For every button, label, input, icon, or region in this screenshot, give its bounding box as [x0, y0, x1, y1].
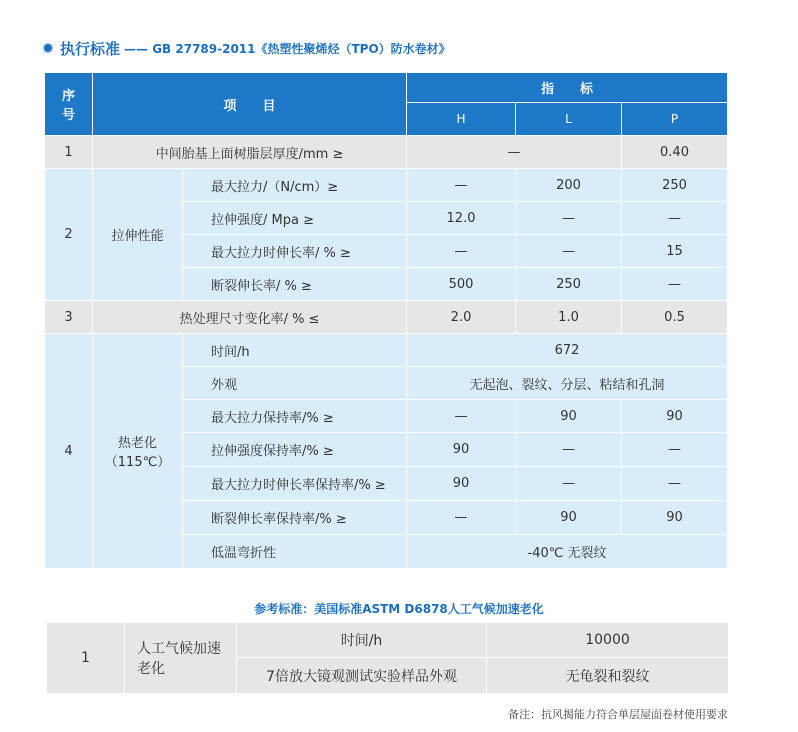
row-group: 人工气候加速 老化: [125, 623, 237, 694]
row-item: 断裂伸长率/ % ≥: [183, 268, 407, 301]
cell-hl: —: [407, 136, 622, 169]
row-item: 拉伸强度保持率/% ≥: [183, 433, 407, 467]
footnote: 备注：抗风揭能力符合单层屋面卷材使用要求: [508, 708, 728, 721]
cell-p: 0.5: [622, 301, 728, 334]
row-item: 断裂伸长率保持率/% ≥: [183, 501, 407, 535]
cell-l: 1.0: [516, 301, 622, 334]
row-item: 低温弯折性: [183, 535, 407, 569]
row-no: 1: [45, 136, 93, 169]
heading-subtitle: —— GB 27789-2011《热塑性聚烯烃（TPO）防水卷材》: [124, 41, 451, 56]
row-item: 拉伸强度/ Mpa ≥: [183, 202, 407, 235]
cell-value: -40℃ 无裂纹: [407, 535, 728, 569]
cell-h: —: [407, 400, 516, 433]
table-row: [45, 169, 728, 202]
cell-h: 500: [407, 268, 516, 301]
cell-value: 无龟裂和裂纹: [487, 658, 729, 694]
cell-p: 250: [622, 169, 728, 202]
cell-l: 200: [516, 169, 622, 202]
col-p-header: P: [622, 103, 728, 136]
cell-l: 90: [516, 501, 622, 535]
table-row: [47, 623, 729, 658]
row-item: 最大拉力/（N/cm）≥: [183, 169, 407, 202]
cell-value: 10000: [487, 623, 729, 658]
seq-header: 序 号: [45, 73, 93, 136]
cell-h: 90: [407, 433, 516, 467]
cell-l: —: [516, 433, 622, 467]
cell-p: —: [622, 202, 728, 235]
standard-table: [44, 72, 728, 569]
heading-title: 执行标准: [60, 39, 121, 58]
row-item: 时间/h: [237, 623, 487, 658]
cell-l: 90: [516, 400, 622, 433]
row-item: 中间胎基上面树脂层厚度/mm ≥: [93, 136, 407, 169]
cell-p: 15: [622, 235, 728, 268]
cell-h: 2.0: [407, 301, 516, 334]
cell-h: 90: [407, 467, 516, 501]
cell-p: —: [622, 268, 728, 301]
row-item: 最大拉力时伸长率保持率/% ≥: [183, 467, 407, 501]
cell-h: 12.0: [407, 202, 516, 235]
table-row: [45, 136, 728, 169]
row-item: 最大拉力时伸长率/ % ≥: [183, 235, 407, 268]
cell-p: —: [622, 433, 728, 467]
table-row: [45, 334, 728, 367]
row-item: 外观: [183, 367, 407, 400]
cell-p: 0.40: [622, 136, 728, 169]
reference-title: 参考标准：美国标准ASTM D6878人工气候加速老化: [254, 602, 544, 616]
cell-h: —: [407, 169, 516, 202]
row-item: 时间/h: [183, 334, 407, 367]
section-heading: [44, 36, 451, 60]
reference-table: [46, 622, 729, 694]
row-item: 最大拉力保持率/% ≥: [183, 400, 407, 433]
row-group: 拉伸性能: [93, 169, 183, 301]
cell-h: —: [407, 501, 516, 535]
row-no: 3: [45, 301, 93, 334]
row-item: 7倍放大镜观测试实验样品外观: [237, 658, 487, 694]
row-no: 2: [45, 169, 93, 301]
cell-l: —: [516, 235, 622, 268]
item-header: 项 目: [93, 73, 407, 136]
cell-p: 90: [622, 400, 728, 433]
cell-p: —: [622, 467, 728, 501]
bullet-icon: [44, 44, 52, 52]
col-h-header: H: [407, 103, 516, 136]
col-l-header: L: [516, 103, 622, 136]
indicator-header: 指 标: [407, 73, 728, 103]
row-item: 热处理尺寸变化率/ % ≤: [93, 301, 407, 334]
cell-l: 250: [516, 268, 622, 301]
cell-l: —: [516, 202, 622, 235]
row-no: 4: [45, 334, 93, 569]
cell-l: —: [516, 467, 622, 501]
cell-value: 无起泡、裂纹、分层、粘结和孔洞: [407, 367, 728, 400]
table-row: [45, 301, 728, 334]
cell-p: 90: [622, 501, 728, 535]
cell-value: 672: [407, 334, 728, 367]
row-group: 热老化 （115℃）: [93, 334, 183, 569]
row-no: 1: [47, 623, 125, 694]
cell-h: —: [407, 235, 516, 268]
